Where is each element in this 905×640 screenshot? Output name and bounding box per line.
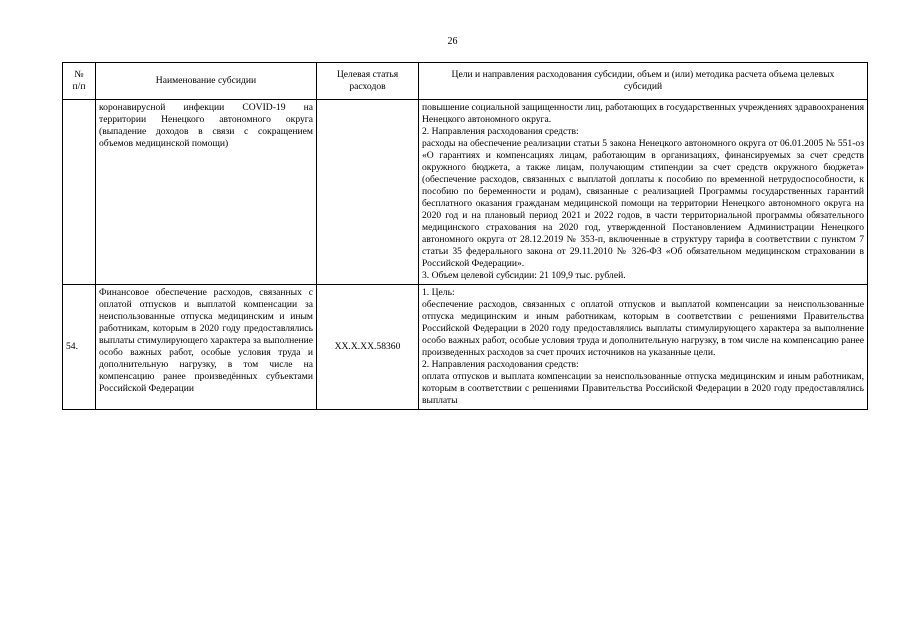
row-name: коронавирусной инфекции COVID-19 на территории Ненецкого автономного округа (выпадение доходов в связи с сокращением объемов медицинской помощи) — [96, 100, 317, 285]
row-goal — [419, 285, 868, 410]
row-name: Финансовое обеспечение расходов, связанных с оплатой отпусков и выплатой компенсации за неиспользованные отпуска медицинским и иным работникам, которым в 2020 году предоставлялись выплаты стимулирующего характера за выполнение особо важных работ, особые условия труда и дополнительную нагрузку, в том числе на компенсацию ранее произведённых субъектами Российской Федерации — [96, 285, 317, 410]
row-goal — [419, 100, 868, 285]
goal-paragraph: 1. Цель: — [422, 287, 455, 298]
row-num: 54. — [63, 285, 96, 410]
goal-paragraph: повышение социальной защищенности лиц, работающих в государственных учреждениях здравоохранения Ненецкого автономного округа. — [422, 102, 864, 125]
table-header-row — [63, 63, 868, 100]
page-number: 26 — [447, 36, 458, 47]
row-code: XX.X.XX.58360 — [317, 285, 419, 410]
row-num — [63, 100, 96, 285]
subsidies-table — [62, 62, 868, 410]
goal-paragraph: 3. Объем целевой субсидии: 21 109,9 тыс. рублей. — [422, 270, 626, 281]
goal-paragraph: обеспечение расходов, связанных с оплатой отпусков и выплатой компенсации за неиспользованные отпуска медицинским и иным работникам, которым в соответствии с решениями Правительства Российской Федерации в 2020 году предоставлялись выплаты стимулирующего характера за выполнение особо важных работ, особые условия труда и дополнительную нагрузку, в том числе на компенсацию ранее произведенных расходов за счет прочих источников на указанные цели. — [422, 299, 864, 358]
header-goal: Цели и направления расходования субсидии, объем и (или) методика расчета объема целевых субсидий — [419, 63, 868, 100]
header-num: № п/п — [63, 63, 96, 100]
goal-paragraph: оплата отпусков и выплата компенсации за неиспользованные отпуска медицинским и иным работникам, которым в соответствии с решениями Правительства Российской Федерации в 2020 году предоставлялись выплаты — [422, 371, 864, 406]
table-row — [63, 285, 868, 410]
row-code — [317, 100, 419, 285]
goal-paragraph: расходы на обеспечение реализации статьи 5 закона Ненецкого автономного округа от 06.01.2005 № 551-оз «О гарантиях и компенсациях лицам, работающим в организациях, финансируемых за счет средств окружного бюджета, а также лицам, получающим стипендии за счет средств окружного бюджета» (обеспечение расходов, связанных с выплатой доплаты к пособию по временной нетрудоспособности, к пособию по беременности и родам), связанные с реализацией Программы государственных гарантий бесплатного оказания гражданам медицинской помощи на территории Ненецкого автономного округа на 2020 год и на плановый период 2021 и 2022 годов, в части территориальной программы обязательного медицинского страхования на 2020 год, утвержденной Постановлением Администрации Ненецкого автономного округа от 28.12.2019 № 353-п, включенные в структуру тарифа в соответствии с пунктом 7 статьи 35 федерального закона от 29.11.2010 № 326-ФЗ «Об обязательном медицинском страховании в Российской Федерации». — [422, 138, 864, 269]
goal-paragraph: 2. Направления расходования средств: — [422, 359, 579, 370]
header-code: Целевая статья расходов — [317, 63, 419, 100]
goal-paragraph: 2. Направления расходования средств: — [422, 126, 579, 137]
header-name: Наименование субсидии — [96, 63, 317, 100]
table-row — [63, 100, 868, 285]
